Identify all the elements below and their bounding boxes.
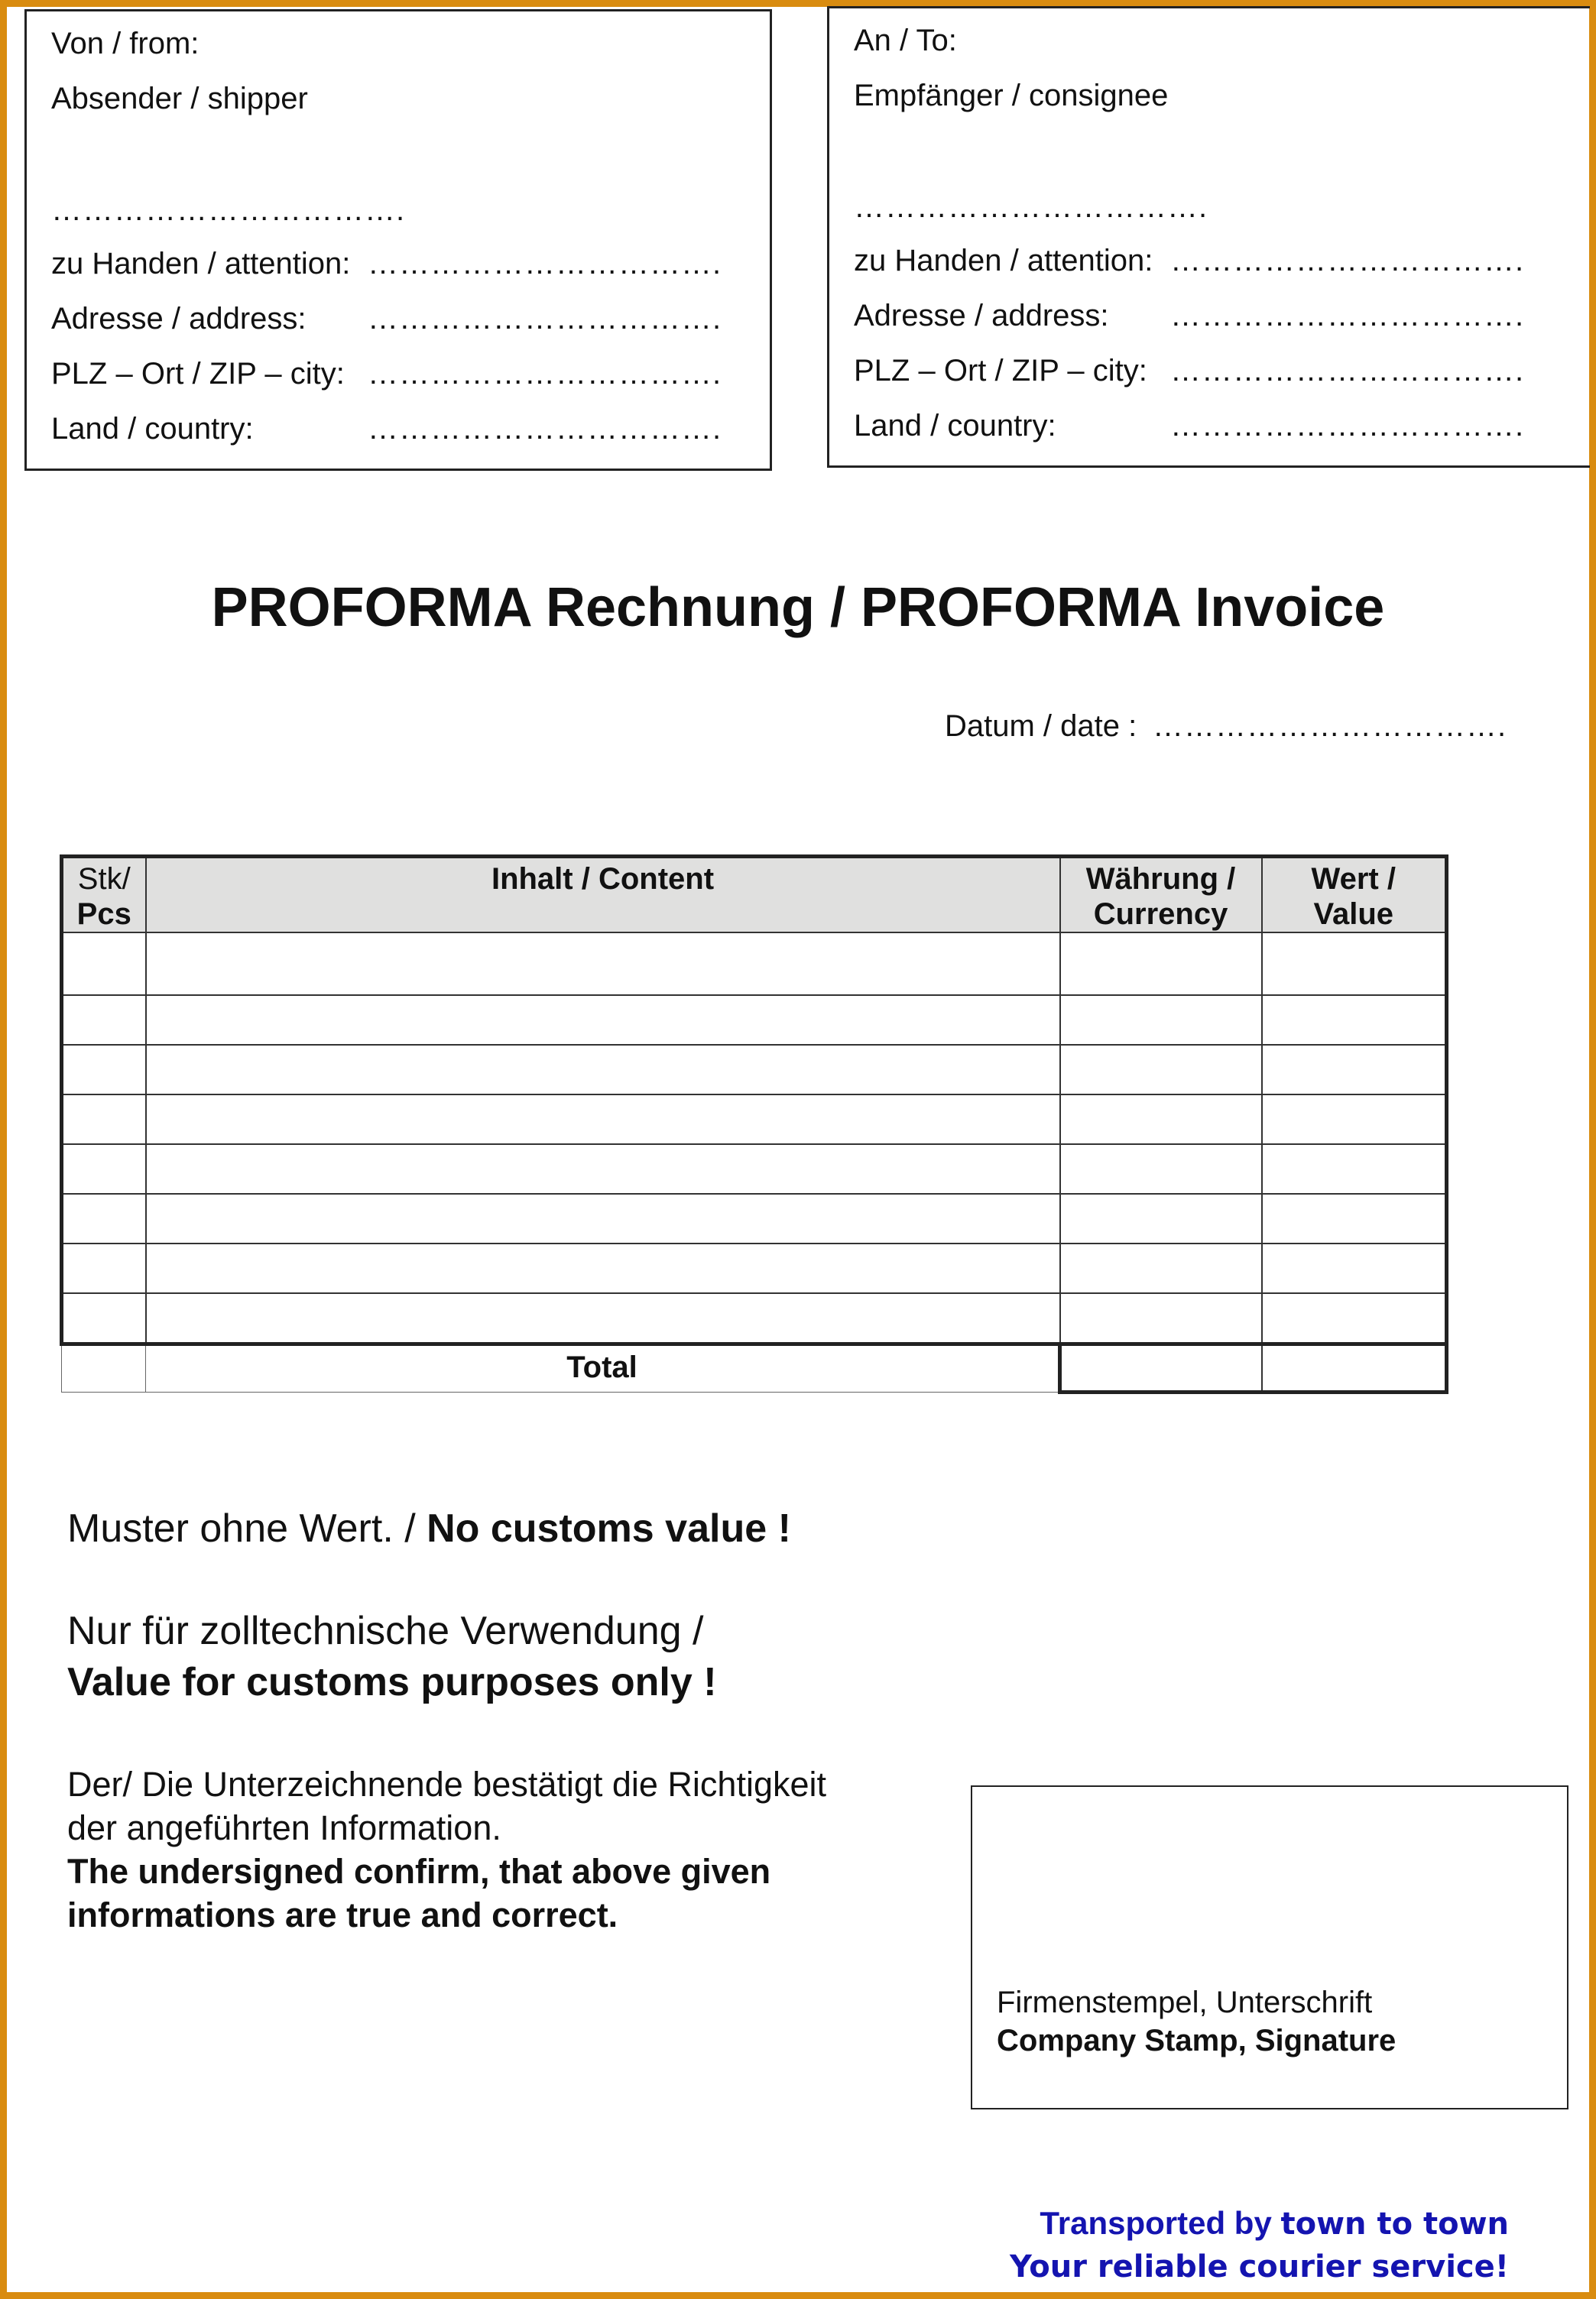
cell-content[interactable] bbox=[146, 1094, 1060, 1144]
cell-value[interactable] bbox=[1262, 932, 1447, 995]
sender-city-field[interactable]: ……………………………. bbox=[368, 357, 722, 391]
cell-content[interactable] bbox=[146, 1144, 1060, 1194]
col-header-pcs-line1: Stk/ bbox=[77, 862, 131, 896]
sender-attention-label: zu Handen / attention: bbox=[51, 247, 351, 280]
table-row bbox=[62, 995, 1447, 1045]
cell-currency[interactable] bbox=[1060, 1194, 1262, 1244]
cell-pcs[interactable] bbox=[62, 1194, 146, 1244]
table-row bbox=[62, 1244, 1447, 1293]
footer-line1-b: town to town bbox=[1280, 2207, 1509, 2242]
cell-value[interactable] bbox=[1262, 995, 1447, 1045]
footer-transported-by bbox=[1040, 2205, 1509, 2242]
date-label: Datum / date : bbox=[945, 709, 1137, 743]
recipient-city-label: PLZ – Ort / ZIP – city: bbox=[854, 354, 1147, 387]
recipient-heading: An / To: bbox=[854, 24, 957, 57]
cell-content[interactable] bbox=[146, 932, 1060, 995]
cell-pcs[interactable] bbox=[62, 1244, 146, 1293]
date-field[interactable]: ……………………………. bbox=[1153, 709, 1507, 743]
cell-pcs[interactable] bbox=[62, 1144, 146, 1194]
table-row bbox=[62, 1293, 1447, 1344]
customs-purpose-en: Value for customs purposes only ! bbox=[67, 1660, 717, 1704]
total-pcs-cell[interactable] bbox=[62, 1344, 146, 1393]
cell-content[interactable] bbox=[146, 1293, 1060, 1344]
col-header-value bbox=[1262, 857, 1447, 933]
sender-country-label: Land / country: bbox=[51, 412, 254, 446]
col-header-pcs bbox=[62, 857, 146, 933]
table-row bbox=[62, 1094, 1447, 1144]
cell-value[interactable] bbox=[1262, 1045, 1447, 1094]
col-header-pcs-line2: Pcs bbox=[76, 897, 131, 931]
table-row bbox=[62, 1144, 1447, 1194]
col-header-currency-line1: Währung / bbox=[1085, 862, 1236, 896]
stamp-label-de: Firmenstempel, Unterschrift bbox=[997, 1986, 1373, 2019]
total-row bbox=[62, 1344, 1447, 1393]
cell-pcs[interactable] bbox=[62, 1094, 146, 1144]
total-currency-cell[interactable] bbox=[1060, 1344, 1262, 1393]
footer-slogan: Your reliable courier service! bbox=[1010, 2249, 1509, 2284]
recipient-country-label: Land / country: bbox=[854, 409, 1056, 443]
recipient-name-field[interactable]: ……………………………. bbox=[854, 190, 1208, 224]
col-header-content-label: Inhalt / Content bbox=[491, 862, 715, 896]
total-value-cell[interactable] bbox=[1262, 1344, 1447, 1393]
sender-box bbox=[24, 9, 772, 471]
confirm-en-line1: The undersigned confirm, that above given bbox=[67, 1852, 771, 1891]
cell-pcs[interactable] bbox=[62, 1045, 146, 1094]
recipient-address-label: Adresse / address: bbox=[854, 299, 1109, 332]
confirm-de-line1: Der/ Die Unterzeichnende bestätigt die Richtigkeit bbox=[67, 1765, 827, 1804]
sender-attention-field[interactable]: ……………………………. bbox=[368, 247, 722, 280]
cell-currency[interactable] bbox=[1060, 1144, 1262, 1194]
recipient-attention-label: zu Handen / attention: bbox=[854, 244, 1153, 277]
confirm-en-line2: informations are true and correct. bbox=[67, 1895, 618, 1934]
table-row bbox=[62, 932, 1447, 995]
recipient-address-field[interactable]: ……………………………. bbox=[1170, 299, 1525, 332]
customs-purpose-de: Nur für zolltechnische Verwendung / bbox=[67, 1609, 704, 1653]
cell-currency[interactable] bbox=[1060, 995, 1262, 1045]
cell-pcs[interactable] bbox=[62, 932, 146, 995]
sender-heading: Von / from: bbox=[51, 27, 200, 60]
col-header-value-line1: Wert / bbox=[1311, 862, 1396, 896]
col-header-currency-line2: Currency bbox=[1093, 897, 1228, 931]
cell-pcs[interactable] bbox=[62, 995, 146, 1045]
recipient-country-field[interactable]: ……………………………. bbox=[1170, 409, 1525, 443]
no-customs-value-note bbox=[67, 1506, 791, 1551]
cell-content[interactable] bbox=[146, 995, 1060, 1045]
no-customs-value-de: Muster ohne Wert. / bbox=[67, 1506, 427, 1551]
cell-currency[interactable] bbox=[1060, 1293, 1262, 1344]
col-header-content bbox=[146, 857, 1060, 933]
total-label: Total bbox=[566, 1351, 637, 1384]
recipient-attention-field[interactable]: ……………………………. bbox=[1170, 244, 1525, 277]
cell-currency[interactable] bbox=[1060, 1094, 1262, 1144]
cell-value[interactable] bbox=[1262, 1244, 1447, 1293]
cell-value[interactable] bbox=[1262, 1194, 1447, 1244]
items-table bbox=[60, 854, 1448, 1394]
sender-subheading: Absender / shipper bbox=[51, 82, 308, 115]
cell-value[interactable] bbox=[1262, 1293, 1447, 1344]
stamp-signature-box[interactable] bbox=[971, 1785, 1568, 2109]
sender-city-label: PLZ – Ort / ZIP – city: bbox=[51, 357, 345, 391]
table-row bbox=[62, 1045, 1447, 1094]
col-header-currency bbox=[1060, 857, 1262, 933]
cell-currency[interactable] bbox=[1060, 932, 1262, 995]
recipient-box bbox=[827, 6, 1590, 468]
col-header-value-line2: Value bbox=[1313, 897, 1393, 931]
footer-line1-a: Transported by bbox=[1040, 2205, 1281, 2241]
recipient-subheading: Empfänger / consignee bbox=[854, 79, 1169, 112]
cell-currency[interactable] bbox=[1060, 1244, 1262, 1293]
sender-name-field[interactable]: ……………………………. bbox=[51, 193, 406, 227]
confirm-de-line2: der angeführten Information. bbox=[67, 1808, 501, 1847]
cell-content[interactable] bbox=[146, 1194, 1060, 1244]
stamp-label-en: Company Stamp, Signature bbox=[997, 2024, 1396, 2057]
cell-value[interactable] bbox=[1262, 1144, 1447, 1194]
page-title: PROFORMA Rechnung / PROFORMA Invoice bbox=[211, 577, 1385, 638]
total-label-cell bbox=[146, 1344, 1060, 1393]
sender-address-label: Adresse / address: bbox=[51, 302, 307, 336]
cell-content[interactable] bbox=[146, 1045, 1060, 1094]
cell-pcs[interactable] bbox=[62, 1293, 146, 1344]
cell-value[interactable] bbox=[1262, 1094, 1447, 1144]
cell-content[interactable] bbox=[146, 1244, 1060, 1293]
table-row bbox=[62, 1194, 1447, 1244]
sender-address-field[interactable]: ……………………………. bbox=[368, 302, 722, 336]
sender-country-field[interactable]: ……………………………. bbox=[368, 412, 722, 446]
cell-currency[interactable] bbox=[1060, 1045, 1262, 1094]
no-customs-value-en: No customs value ! bbox=[427, 1506, 791, 1551]
table-header-row bbox=[62, 857, 1447, 933]
recipient-city-field[interactable]: ……………………………. bbox=[1170, 354, 1525, 387]
